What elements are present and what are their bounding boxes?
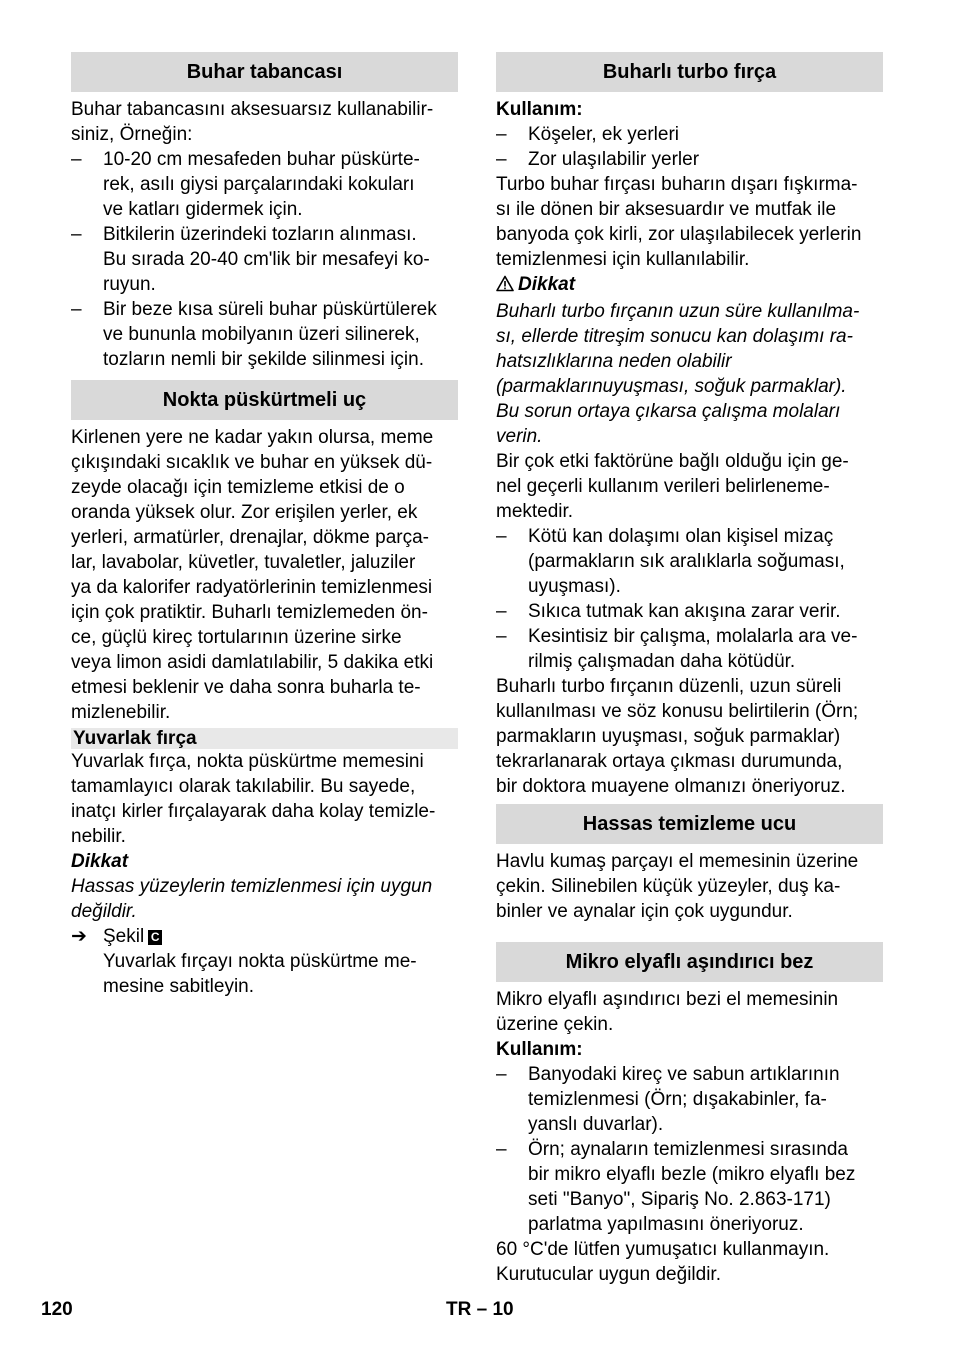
list-line: parlatma yapılmasını öneriyoruz.	[528, 1214, 804, 1235]
body-line: Buharlı turbo fırçanın düzenli, uzun süreli	[496, 676, 842, 697]
list-line: Sıkıca tutmak kan akışına zarar verir.	[528, 601, 841, 622]
list-line: ve bununla mobilyanın üzeri silinerek,	[103, 324, 420, 345]
subsection-title-yuvarlak-firca: Yuvarlak fırça	[71, 728, 458, 749]
list-item	[71, 147, 458, 222]
list-line: yanslı duvarlar).	[528, 1114, 664, 1135]
list-item	[496, 122, 883, 147]
list-line: Örn; aynaların temizlenmesi sırasında	[528, 1139, 848, 1160]
body-line: banyoda çok kirli, zor ulaşılabilecek yerlerin	[496, 224, 862, 245]
page-footer	[41, 1297, 923, 1322]
dash-marker	[496, 524, 528, 599]
caution-label: Dikkat	[71, 851, 129, 872]
list-item	[496, 1137, 883, 1237]
body-line: temizlenmesi için kullanılabilir.	[496, 249, 750, 270]
step-line: mesine sabitleyin.	[103, 976, 255, 997]
right-column	[496, 52, 883, 1287]
section-title-nokta-puskurtmeli-uc: Nokta püskürtmeli uç	[71, 380, 458, 420]
dash-marker	[71, 147, 103, 222]
list-line: Bitkilerin üzerindeki tozların alınması.	[103, 224, 417, 245]
list-line: Bir beze kısa süreli buhar püskürtülerek	[103, 299, 437, 320]
figure-c-icon: C	[148, 930, 162, 945]
list-line: Köşeler, ek yerleri	[528, 124, 680, 145]
body-line: kullanılması ve söz konusu belirtilerin (Örn;	[496, 701, 859, 722]
body-line: üzerine çekin.	[496, 1014, 614, 1035]
caution-line: sı, ellerde titreşim sonucu kan dolaşımı ra-	[496, 326, 853, 347]
intro-line: Buhar tabancasını aksesuarsız kullanabilir-	[71, 99, 434, 120]
dash-marker	[496, 122, 528, 147]
caution-line: Hassas yüzeylerin temizlenmesi için uygun	[71, 876, 433, 897]
list-line: seti "Banyo", Sipariş No. 2.863-171)	[528, 1189, 831, 1210]
caution-line: değildir.	[71, 901, 137, 922]
list-line: Zor ulaşılabilir yerler	[528, 149, 700, 170]
page-number: 120	[41, 1299, 73, 1320]
section-title-buhar-tabancasi: Buhar tabancası	[71, 52, 458, 92]
caution-line: Buharlı turbo fırçanın uzun süre kullanılma-	[496, 301, 860, 322]
body-line: nel geçerli kullanım verileri belirleneme-	[496, 476, 830, 497]
body-line: lar, lavabolar, küvetler, tuvaletler, jaluziler	[71, 552, 416, 573]
section-title-hassas-temizleme-ucu: Hassas temizleme ucu	[496, 804, 883, 844]
list-line: Banyodaki kireç ve sabun artıklarının	[528, 1064, 840, 1085]
warning-triangle-icon	[496, 274, 518, 299]
figure-label: Şekil	[103, 926, 145, 947]
body-line: veya limon asidi damlatılabilir, 5 dakika etki	[71, 652, 434, 673]
body-line: binler ve aynalar için çok uygundur.	[496, 901, 793, 922]
body-line: inatçı kirler fırçalayarak daha kolay temizle-	[71, 801, 436, 822]
list-item	[496, 524, 883, 599]
dash-marker	[496, 599, 528, 624]
body-line: için çok pratiktir. Buharlı temizlemeden ön-	[71, 602, 428, 623]
caution-line: Bu sorun ortaya çıkarsa çalışma molaları	[496, 401, 841, 422]
list-line: temizlenmesi (Örn; dışakabinler, fa-	[528, 1089, 827, 1110]
body-line: bir doktora muayene olmanızı öneriyoruz.	[496, 776, 846, 797]
step-line: Yuvarlak fırçayı nokta püskürtme me-	[103, 951, 417, 972]
body-line: Kurutucular uygun değildir.	[496, 1264, 721, 1285]
usage-label: Kullanım:	[496, 1039, 583, 1060]
list-item	[71, 297, 458, 372]
body-line: oranda yüksek olur. Zor erişilen yerler, ek	[71, 502, 418, 523]
body-line: zeyde olacağı için temizleme etkisi de o	[71, 477, 405, 498]
body-line: mektedir.	[496, 501, 574, 522]
body-line: nebilir.	[71, 826, 126, 847]
list-line: bir mikro elyaflı bezle (mikro elyaflı bez	[528, 1164, 856, 1185]
intro-line: siniz, Örneğin:	[71, 124, 193, 145]
dash-marker	[496, 624, 528, 674]
list-line: Kötü kan dolaşımı olan kişisel mizaç	[528, 526, 834, 547]
list-line: Bu sırada 20-40 cm'lik bir mesafeyi ko-	[103, 249, 430, 270]
list-line: ve katları gidermek için.	[103, 199, 303, 220]
body-line: etmesi beklenir ve daha sonra buharla te-	[71, 677, 421, 698]
body-line: Bir çok etki faktörüne bağlı olduğu için ge-	[496, 451, 849, 472]
list-item	[496, 147, 883, 172]
body-line: Yuvarlak fırça, nokta püskürtme memesini	[71, 751, 424, 772]
arrow-right-icon: ➔	[71, 926, 87, 947]
caution-line: verin.	[496, 426, 543, 447]
figure-reference	[71, 924, 458, 949]
caution-line: hatsızlıklarına neden olabilir	[496, 351, 732, 372]
body-line: Mikro elyaflı aşındırıcı bezi el memesinin	[496, 989, 839, 1010]
list-line: rek, asılı giysi parçalarındaki kokuları	[103, 174, 415, 195]
left-column	[71, 52, 458, 999]
section-title-buharli-turbo-firca: Buharlı turbo fırça	[496, 52, 883, 92]
dash-marker	[71, 222, 103, 297]
body-line: mizlenebilir.	[71, 702, 171, 723]
body-line: ya da kalorifer radyatörlerinin temizlenmesi	[71, 577, 433, 598]
list-item	[496, 624, 883, 674]
body-line: sı ile dönen bir aksesuardır ve mutfak ile	[496, 199, 837, 220]
list-item	[496, 599, 883, 624]
body-line: yerleri, armatürler, drenajlar, dökme parça-	[71, 527, 429, 548]
body-line: çekin. Silinebilen küçük yüzeyler, duş ka-	[496, 876, 841, 897]
list-item	[496, 1062, 883, 1137]
body-line: Kirlenen yere ne kadar yakın olursa, meme	[71, 427, 434, 448]
list-line: Kesintisiz bir çalışma, molalarla ara ve-	[528, 626, 858, 647]
body-line: çıkışındaki sıcaklık ve buhar en yüksek dü-	[71, 452, 433, 473]
list-line: uyuşması).	[528, 576, 621, 597]
page-reference: TR – 10	[446, 1299, 514, 1320]
body-line: tamamlayıcı olarak takılabilir. Bu sayede,	[71, 776, 416, 797]
list-line: ruyun.	[103, 274, 156, 295]
section-title-mikro-elyafli-asindirici-bez: Mikro elyaflı aşındırıcı bez	[496, 942, 883, 982]
caution-line: (parmaklarınuyuşması, soğuk parmaklar).	[496, 376, 847, 397]
body-line: Havlu kumaş parçayı el memesinin üzerine	[496, 851, 859, 872]
caution-heading	[496, 272, 883, 299]
list-line: rilmiş çalışmadan daha kötüdür.	[528, 651, 796, 672]
caution-label: Dikkat	[518, 274, 576, 295]
body-line: ce, güçlü kireç tortularının üzerine sirke	[71, 627, 402, 648]
list-line: (parmakların sık aralıklarla soğuması,	[528, 551, 845, 572]
dash-marker	[496, 1137, 528, 1237]
body-line: Turbo buhar fırçası buharın dışarı fışkırma-	[496, 174, 858, 195]
body-line: 60 °C'de lütfen yumuşatıcı kullanmayın.	[496, 1239, 830, 1260]
dash-marker	[71, 297, 103, 372]
dash-marker	[496, 147, 528, 172]
list-line: tozların nemli bir şekilde silinmesi için.	[103, 349, 424, 370]
list-line: 10-20 cm mesafeden buhar püskürte-	[103, 149, 420, 170]
list-item	[71, 222, 458, 297]
body-line: parmakların uyuşması, soğuk parmaklar)	[496, 726, 841, 747]
usage-label: Kullanım:	[496, 99, 583, 120]
body-line: tekrarlanarak ortaya çıkması durumunda,	[496, 751, 843, 772]
dash-marker	[496, 1062, 528, 1137]
